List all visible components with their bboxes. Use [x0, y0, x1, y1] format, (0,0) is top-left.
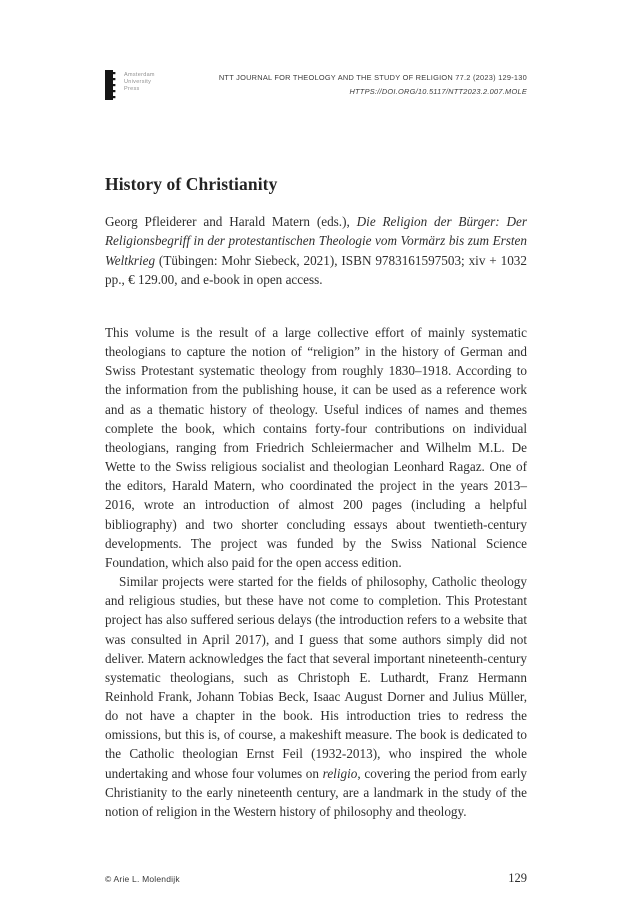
review-body	[105, 323, 527, 821]
section-title: History of Christianity	[105, 174, 278, 194]
aup-logo-icon	[105, 70, 117, 100]
citation-authors: Georg Pfleiderer and Harald Matern (eds.),	[105, 214, 357, 229]
journal-header-line: NTT JOURNAL FOR THEOLOGY AND THE STUDY OF RELIGION 77.2 (2023) 129-130	[218, 73, 527, 82]
page-footer	[105, 871, 527, 886]
review-paragraph-1: This volume is the result of a large collective effort of mainly systematic theologians to capture the notion of “religion” in the history of German and Swiss Protestant systematic theology from roughly 1830–1918. According to the information from the publishing house, it can be used as a reference work and as a thematic history of theology. Useful indices of names and themes complete the book, which contains forty-four contributions on individual theologians, ranging from Friedrich Schleiermacher and Wilhelm M.L. De Wette to the Swiss religious socialist and theologian Leonhard Ragaz. One of the editors, Harald Matern, who coordinated the project in the years 2013–2016, wrote an introduction of almost 200 pages (including a helpful bibliography) and two shorter concluding essays about twentieth-century developments. The project was funded by the Swiss National Science Foundation, which also paid for the open access edition.	[105, 325, 527, 570]
page-number: 129	[508, 871, 527, 885]
publisher-logo	[105, 70, 155, 100]
publisher-name-line: University	[124, 79, 152, 85]
doi-line: HTTPS://DOI.ORG/10.5117/NTT2023.2.007.MOLE	[349, 86, 527, 96]
journal-header	[219, 73, 527, 96]
citation-publication-details: (Tübingen: Mohr Siebeck, 2021), ISBN 9783161597503; xiv + 1032 pp., € 129.00, and e-book in open access.	[105, 252, 527, 287]
paragraph-2-text: Similar projects were started for the fields of philosophy, Catholic theology and religious studies, but these have not come to completion. This Protestant project has also suffered serious delays (the introduction refers to a website that was consulted in April 2017), and I guess that some authors simply did not deliver. Matern acknowledges the fact that several important nineteenth-century systematic theologians, such as Christoph E. Luthardt, Franz Hermann Reinhold Frank, Johann Tobias Beck, Isaac August Dorner and Julius Müller, do not have a chapter in the book. His introduction tries to redress the omissions, but this is, of course, a makeshift measure. The book is dedicated to the Catholic theologian Ernst Feil (1932-2013), who inspired the whole undertaking and whose four volumes on	[105, 574, 527, 781]
publisher-name	[124, 72, 155, 93]
copyright-notice: © Arie L. Molendijk	[105, 874, 180, 884]
citation-book-title: Die Religion der Bürger: Der Religionsbegriff in der protestantischen Theologie vom Vormärz bis zum Ersten Weltkrieg	[105, 214, 527, 268]
book-citation	[105, 212, 527, 289]
paragraph-2-italic-term: religio	[322, 765, 358, 781]
publisher-name-line: Amsterdam	[124, 72, 155, 78]
paragraph-2-text-end: , covering the period from early Christianity to the early nineteenth century, are a landmark in the study of the notion of religion in the Western history of philosophy and theology.	[105, 765, 527, 819]
review-paragraph-2	[105, 572, 527, 821]
publisher-name-line: Press	[124, 86, 140, 92]
